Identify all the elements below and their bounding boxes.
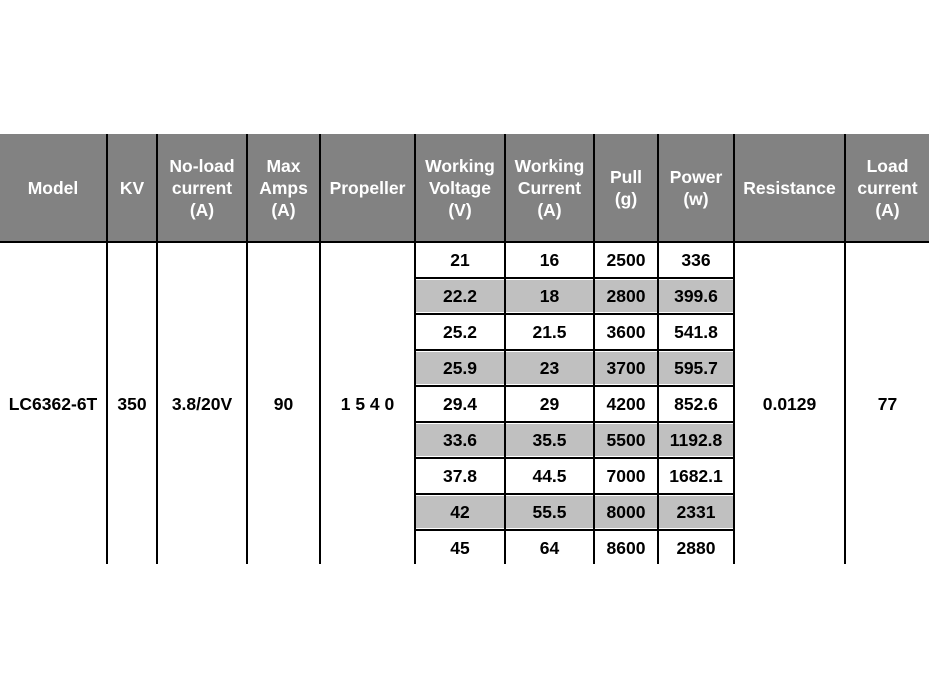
resistance-value: 0.0129 <box>762 393 817 414</box>
pull-cell: 8600 <box>606 537 646 558</box>
power-cell: 399.6 <box>674 285 718 306</box>
kv-value: 350 <box>117 393 147 414</box>
pull-cell: 4200 <box>606 393 646 414</box>
working-current-cell: 16 <box>539 249 560 270</box>
working-voltage-cell: 29.4 <box>442 393 478 414</box>
row-rule <box>414 313 735 315</box>
working-voltage-cell: 25.2 <box>442 321 478 342</box>
column-divider <box>319 134 321 564</box>
column-divider <box>844 134 846 564</box>
header-rule <box>0 241 929 243</box>
working-current-cell: 44.5 <box>532 465 567 486</box>
model-value: LC6362-6T <box>8 393 98 414</box>
header-model: Model <box>0 134 106 241</box>
header-kv: KV <box>108 134 156 241</box>
pull-cell: 8000 <box>606 501 646 522</box>
pull-cell: 5500 <box>606 429 646 450</box>
header-pull: Pull (g) <box>595 134 657 241</box>
working-voltage-cell: 37.8 <box>442 465 478 486</box>
power-cell: 2331 <box>676 501 716 522</box>
load-current-value: 77 <box>877 393 898 414</box>
pull-cell: 3600 <box>606 321 646 342</box>
propeller-value: 1 5 4 0 <box>340 393 395 414</box>
working-voltage-cell: 33.6 <box>442 429 478 450</box>
power-cell: 852.6 <box>674 393 718 414</box>
row-rule <box>414 385 735 387</box>
working-voltage-cell: 25.9 <box>442 357 478 378</box>
no-load-current-value: 3.8/20V <box>171 393 233 414</box>
row-rule <box>414 277 735 279</box>
header-load-current: Load current (A) <box>846 134 929 241</box>
row-rule <box>414 529 735 531</box>
motor-spec-table <box>0 134 929 564</box>
working-voltage-cell: 21 <box>450 249 470 270</box>
header-max-amps: Max Amps (A) <box>248 134 319 241</box>
power-cell: 2880 <box>676 537 716 558</box>
header-working-voltage: Working Voltage (V) <box>416 134 504 241</box>
header-power: Power (w) <box>659 134 733 241</box>
column-divider <box>246 134 248 564</box>
power-cell: 595.7 <box>674 357 718 378</box>
pull-cell: 7000 <box>606 465 646 486</box>
power-cell: 1682.1 <box>669 465 723 486</box>
working-current-cell: 23 <box>539 357 560 378</box>
working-current-cell: 29 <box>539 393 560 414</box>
working-current-cell: 21.5 <box>532 321 567 342</box>
pull-cell: 3700 <box>606 357 646 378</box>
working-voltage-cell: 45 <box>450 537 470 558</box>
max-amps-value: 90 <box>273 393 294 414</box>
header-no-load-current: No-load current (A) <box>158 134 246 241</box>
working-current-cell: 55.5 <box>532 501 567 522</box>
header-resistance: Resistance <box>735 134 844 241</box>
header-propeller: Propeller <box>321 134 414 241</box>
working-voltage-cell: 42 <box>450 501 470 522</box>
working-voltage-cell: 22.2 <box>442 285 478 306</box>
working-current-cell: 18 <box>539 285 560 306</box>
row-rule <box>414 457 735 459</box>
column-divider <box>156 134 158 564</box>
row-rule <box>414 421 735 423</box>
pull-cell: 2800 <box>606 285 646 306</box>
working-current-cell: 64 <box>539 537 560 558</box>
column-divider <box>106 134 108 564</box>
power-cell: 336 <box>681 249 711 270</box>
power-cell: 1192.8 <box>669 429 723 450</box>
row-rule <box>414 349 735 351</box>
working-current-cell: 35.5 <box>532 429 567 450</box>
pull-cell: 2500 <box>606 249 646 270</box>
row-rule <box>414 493 735 495</box>
header-working-current: Working Current (A) <box>506 134 593 241</box>
power-cell: 541.8 <box>674 321 718 342</box>
